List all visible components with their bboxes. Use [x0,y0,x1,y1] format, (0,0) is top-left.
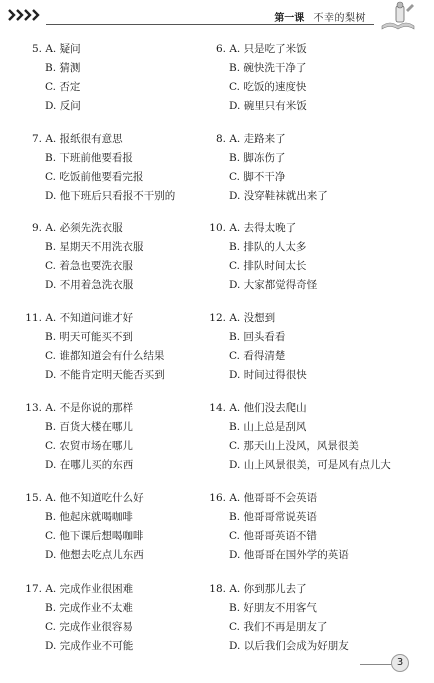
answer-option [206,527,349,546]
answer-option [206,580,349,599]
option-text: D. 他哥哥在国外学的英语 [229,549,349,561]
answer-option [22,78,81,97]
question-number: 9. [31,222,42,234]
answer-option [206,187,328,206]
answer-option [22,187,175,206]
answer-option [206,219,317,238]
option-text: A. 必须先洗衣服 [45,222,123,234]
option-text: A. 疑问 [45,43,81,55]
option-text: B. 脚冻伤了 [229,152,286,164]
question-number: 12. [209,312,226,324]
lesson-title: 不幸的梨树 [313,13,366,24]
option-text: D. 完成作业不可能 [45,640,134,652]
option-text: C. 他下课后想喝咖啡 [45,530,144,542]
answer-option [206,599,349,618]
answer-option [206,637,349,656]
option-text: B. 他起床就喝咖啡 [45,511,133,523]
option-text: D. 大家都觉得奇怪 [229,279,318,291]
option-text: C. 着急也要洗衣服 [45,260,133,272]
answer-option [206,168,328,187]
question-item [22,40,81,116]
question-number: 17. [25,583,42,595]
option-text: C. 看得清楚 [229,350,286,362]
answer-option [22,347,165,366]
question-item [206,399,391,475]
question-number: 16. [209,492,226,504]
page-number: 3 [391,654,409,672]
answer-option [22,399,133,418]
question-item [22,489,144,565]
answer-option [22,489,144,508]
answer-option [22,508,144,527]
option-text: C. 吃饭的速度快 [229,81,307,93]
option-text: C. 排队时间太长 [229,260,307,272]
header-rule [46,24,374,25]
question-number: 11. [25,312,42,324]
option-text: A. 不知道问谁才好 [45,312,134,324]
question-item [22,580,133,656]
question-item [206,580,349,656]
answer-option [22,168,175,187]
answer-option [206,489,349,508]
option-text: B. 好朋友不用客气 [229,602,317,614]
answer-option [206,437,391,456]
question-number: 18. [209,583,226,595]
question-number: 6. [215,43,226,55]
question-number: 13. [25,402,42,414]
answer-option [22,637,133,656]
option-text: D. 碗里只有米饭 [229,100,307,112]
answer-option [22,238,143,257]
answer-option [206,618,349,637]
option-text: C. 吃饭前他要看完报 [45,171,144,183]
book-decoration-icon [376,0,418,30]
option-text: B. 排队的人太多 [229,241,307,253]
option-text: C. 那天山上没风，风景很美 [229,440,359,452]
option-text: B. 明天可能买不到 [45,331,133,343]
option-text: B. 下班前他要看报 [45,152,133,164]
answer-option [206,328,307,347]
answer-option [22,456,133,475]
page-header [0,0,434,30]
answer-option [22,257,143,276]
answer-option [206,257,317,276]
answer-option [22,580,133,599]
option-text: D. 他想去吃点儿东西 [45,549,144,561]
question-item [22,399,133,475]
option-text: D. 在哪儿买的东西 [45,459,134,471]
question-item [206,219,317,295]
question-item [22,309,165,385]
answer-option [22,130,175,149]
question-item [22,219,143,295]
option-text: B. 他哥哥常说英语 [229,511,317,523]
option-text: B. 碗快洗干净了 [229,62,307,74]
option-text: A. 不是你说的那样 [45,402,134,414]
option-text: A. 完成作业很困难 [45,583,134,595]
answer-option [206,366,307,385]
answer-option [206,149,328,168]
answer-option [22,527,144,546]
option-text: D. 山上风景很美，可是风有点儿大 [229,459,391,471]
page-number-rule [360,664,394,666]
answer-option [206,276,317,295]
question-number: 7. [31,133,42,145]
answer-option [22,40,81,59]
header-text [274,9,366,24]
option-text: C. 农贸市场在哪儿 [45,440,133,452]
answer-option [22,437,133,456]
question-number: 14. [209,402,226,414]
question-item [206,130,328,206]
option-text: B. 星期天不用洗衣服 [45,241,144,253]
answer-option [22,366,165,385]
answer-option [206,40,307,59]
option-text: A. 去得太晚了 [229,222,297,234]
answer-option [206,546,349,565]
option-text: A. 他哥哥不会英语 [229,492,318,504]
question-number: 15. [25,492,42,504]
question-item [22,130,175,206]
lesson-label: 第一课 [274,13,305,24]
answer-option [206,347,307,366]
option-text: D. 不能肯定明天能否买到 [45,369,165,381]
answer-option [22,219,143,238]
question-number: 8. [215,133,226,145]
question-number: 5. [31,43,42,55]
option-text: C. 谁都知道会有什么结果 [45,350,165,362]
option-text: A. 你到那儿去了 [229,583,307,595]
answer-option [206,78,307,97]
option-text: D. 反问 [45,100,81,112]
option-text: C. 脚不干净 [229,171,286,183]
answer-option [22,276,143,295]
answer-option [206,508,349,527]
option-text: C. 他哥哥英语不错 [229,530,317,542]
answer-option [22,309,165,328]
answer-option [206,130,328,149]
answer-option [206,238,317,257]
option-text: D. 时间过得很快 [229,369,307,381]
option-text: B. 山上总是刮风 [229,421,307,433]
answer-option [22,599,133,618]
option-text: A. 他不知道吃什么好 [45,492,144,504]
option-text: D. 没穿鞋袜就出来了 [229,190,328,202]
option-text: C. 否定 [45,81,81,93]
option-text: A. 报纸很有意思 [45,133,123,145]
option-text: B. 猜测 [45,62,81,74]
answer-option [22,97,81,116]
option-text: A. 他们没去爬山 [229,402,307,414]
answer-option [22,149,175,168]
option-text: D. 他下班后只看报不干别的 [45,190,176,202]
answer-option [206,97,307,116]
option-text: C. 我们不再是朋友了 [229,621,328,633]
answer-option [22,59,81,78]
question-item [206,489,349,565]
option-text: A. 只是吃了米饭 [229,43,307,55]
option-text: C. 完成作业很容易 [45,621,133,633]
answer-option [206,456,391,475]
chevron-arrows-icon [8,9,42,21]
option-text: D. 以后我们会成为好朋友 [229,640,349,652]
answer-option [22,328,165,347]
option-text: A. 走路来了 [229,133,286,145]
answer-option [206,399,391,418]
option-text: D. 不用着急洗衣服 [45,279,134,291]
option-text: B. 百货大楼在哪儿 [45,421,133,433]
question-item [206,40,307,116]
answer-option [206,309,307,328]
option-text: A. 没想到 [229,312,276,324]
answer-option [22,546,144,565]
question-item [206,309,307,385]
answer-option [22,418,133,437]
option-text: B. 完成作业不太难 [45,602,133,614]
question-number: 10. [209,222,226,234]
answer-option [206,59,307,78]
option-text: B. 回头看看 [229,331,286,343]
answer-option [22,618,133,637]
answer-option [206,418,391,437]
